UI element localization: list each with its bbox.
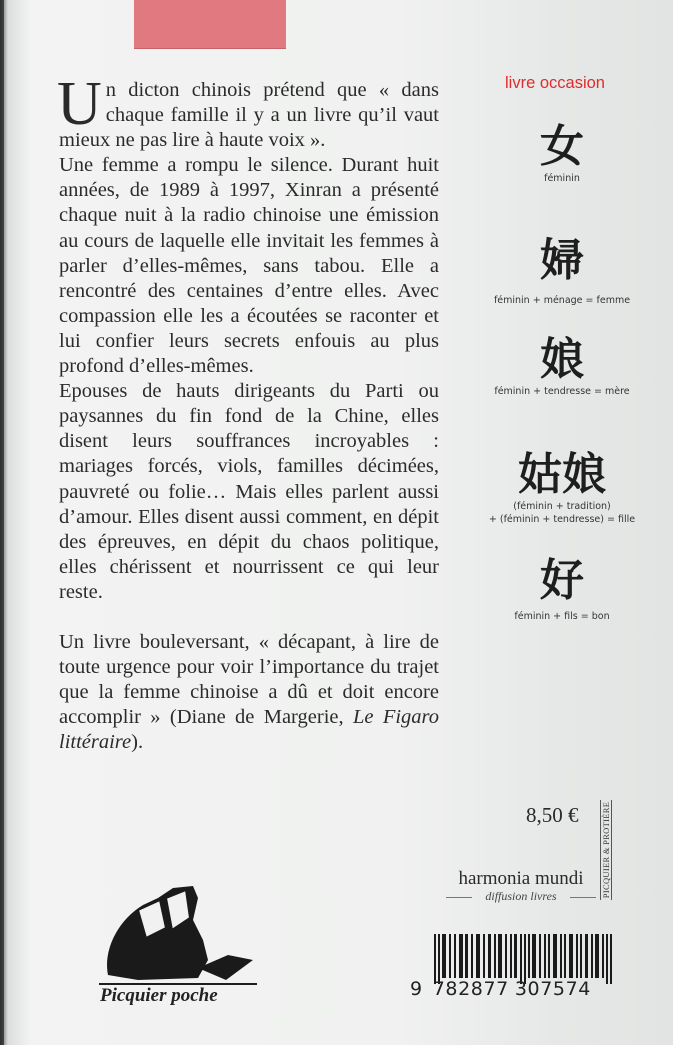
reading-figure-logo-icon (98, 880, 278, 980)
drop-cap: U (57, 70, 102, 138)
barcode-icon (434, 934, 614, 984)
picquier-protiere-logo: PICQUIER & PROTIÈRE (597, 800, 615, 900)
publisher-name: Picquier poche (100, 985, 218, 1006)
blurb-paragraph-1: Un dicton chinois prétend que « dans chaque famille il y a un livre qu’il vaut mieux ne pas lire à haute voix ». (57, 70, 439, 152)
glyph-femme: 婦 féminin + ménage = femme (462, 228, 662, 307)
used-book-label: livre occasion (505, 74, 605, 92)
isbn-number: 9 782877 307574 (410, 978, 591, 1000)
spine-edge (0, 0, 4, 1045)
red-color-tab (134, 0, 286, 49)
price: 8,50 € (526, 803, 579, 827)
glyph-feminin: 女 féminin (462, 122, 662, 185)
blurb-paragraph-2: Une femme a rompu le silence. Durant huit années, de 1989 à 1997, Xinran a présenté chaque nuit à la radio chinoise une émission au cours de laquelle elle invitait les femmes à parler d’elles-mêmes, sans tabou. Elle a rencontré des centaines d’entre elles. Avec compassion elle les a écoutées se raconter et lui confier leurs secrets enfouis au plus profond d’elles-mêmes. (59, 154, 439, 378)
blurb-paragraph-3: Epouses de hauts dirigeants du Parti ou paysannes du fin fond de la Chine, elles disent leurs souffrances incroyables : mariages forcés, viols, familles décimées, pauvreté ou folie… Mais elles parlent aussi d’amour. Elles disent aussi comment, en dépit des épreuves, en dépit du chaos politique, elles chérissent et nourrissent ce qui leur reste. (59, 380, 439, 603)
glyph-fille: 姑娘 (féminin + tradition) + (féminin + tendresse) = fille (462, 450, 662, 526)
review-source: Le Figaro littéraire (59, 706, 440, 754)
chinese-character-icon: 婦 (540, 235, 584, 286)
chinese-character-icon: 好 (540, 555, 584, 606)
chinese-character-icon: 姑娘 (518, 449, 606, 500)
chinese-character-icon: 女 (540, 121, 584, 172)
glyph-mere: 娘 féminin + tendresse = mère (462, 335, 662, 398)
chinese-character-icon: 娘 (540, 334, 584, 385)
review-quote: Un livre bouleversant, « décapant, à lire de toute urgence pour voir l’importance du trajet que la femme chinoise a dû et doit encore accomplir » (Diane de Margerie, Le Figaro littéraire). (59, 630, 440, 754)
glyph-bon: 好 féminin + fils = bon (462, 552, 662, 623)
distributor-logo: harmonia mundi diffusion livres (446, 869, 596, 903)
blurb-text (57, 70, 440, 755)
